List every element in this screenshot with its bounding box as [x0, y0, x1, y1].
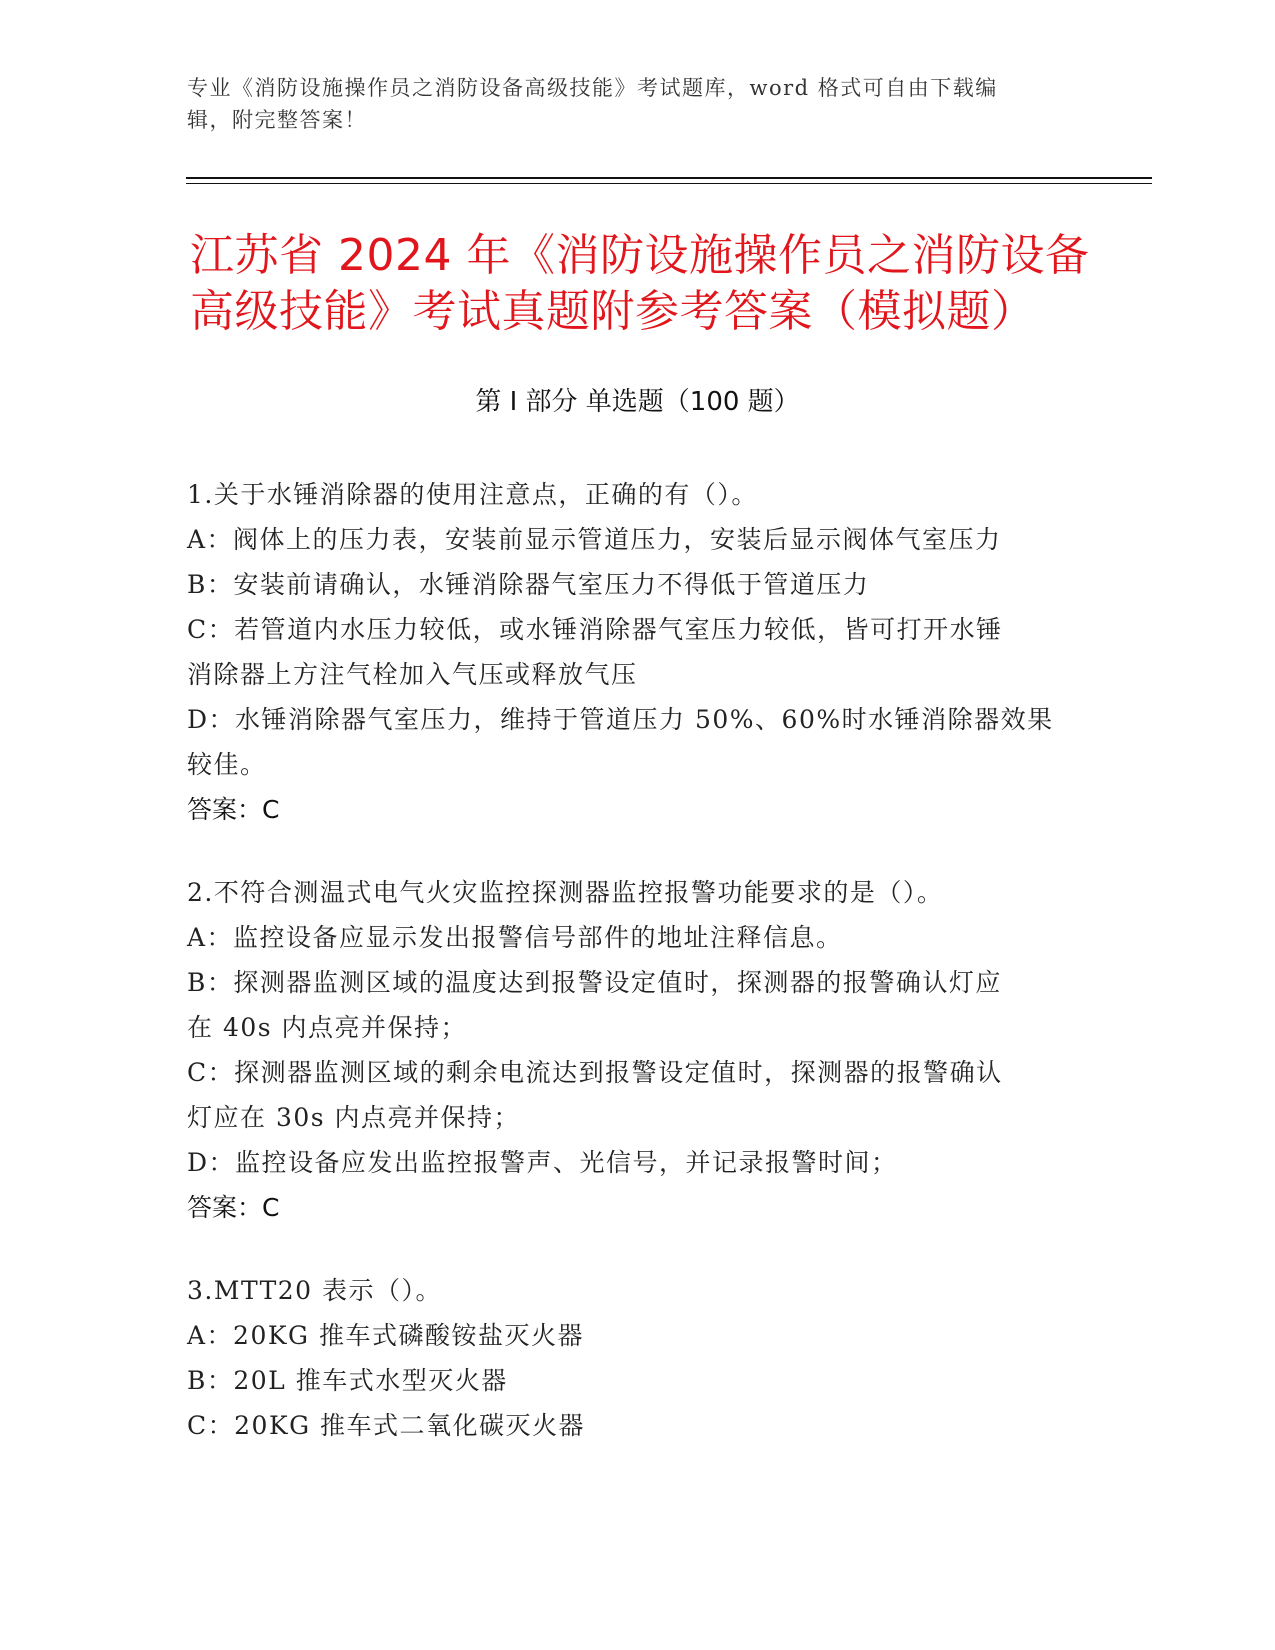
header-note: [187, 72, 1067, 136]
option-c-continued: 灯应在 30s 内点亮并保持；: [187, 1103, 521, 1132]
header-rule-thin: [186, 183, 1152, 184]
question-2: [187, 870, 1087, 1230]
option-c-continued: 消除器上方注气栓加入气压或释放气压: [187, 660, 638, 689]
header-note-line-2: 辑，附完整答案！: [187, 108, 367, 132]
option-b: B：安装前请确认，水锤消除器气室压力不得低于管道压力: [187, 570, 870, 599]
option-b: B：探测器监测区域的温度达到报警设定值时，探测器的报警确认灯应: [187, 968, 1002, 997]
option-d: D：监控设备应发出监控报警声、光信号，并记录报警时间；: [187, 1148, 898, 1177]
document-title: [190, 228, 1090, 340]
option-c: C：若管道内水压力较低，或水锤消除器气室压力较低，皆可打开水锤: [187, 615, 1003, 644]
option-a: A：20KG 推车式磷酸铵盐灭火器: [187, 1321, 584, 1350]
option-a: A：阀体上的压力表，安装前显示管道压力，安装后显示阀体气室压力: [187, 525, 1002, 554]
section-title: 第 I 部分 单选题（100 题）: [475, 387, 800, 417]
answer: 答案：C: [187, 1193, 280, 1222]
option-d-continued: 较佳。: [187, 750, 267, 779]
question-stem: 3.MTT20 表示（）。: [187, 1276, 443, 1305]
option-b-continued: 在 40s 内点亮并保持；: [187, 1013, 468, 1042]
question-stem: 2.不符合测温式电气火灾监控探测器监控报警功能要求的是（）。: [187, 878, 944, 907]
header-rule-thick: [186, 177, 1152, 179]
option-b: B：20L 推车式水型灭火器: [187, 1366, 508, 1395]
answer: 答案：C: [187, 795, 280, 824]
question-stem: 1.关于水锤消除器的使用注意点，正确的有（）。: [187, 480, 758, 509]
question-1: [187, 472, 1087, 832]
option-c: C：探测器监测区域的剩余电流达到报警设定值时，探测器的报警确认: [187, 1058, 1003, 1087]
option-d: D：水锤消除器气室压力，维持于管道压力 50%、60%时水锤消除器效果: [187, 705, 1054, 734]
question-list: [187, 472, 1087, 1486]
document-title-line-1: 江苏省 2024 年《消防设施操作员之消防设备: [190, 230, 1090, 281]
option-a: A：监控设备应显示发出报警信号部件的地址注释信息。: [187, 923, 843, 952]
document-title-line-2: 高级技能》考试真题附参考答案（模拟题）: [190, 286, 1036, 337]
option-c: C：20KG 推车式二氧化碳灭火器: [187, 1411, 586, 1440]
header-note-line-1: 专业《消防设施操作员之消防设备高级技能》考试题库，word 格式可自由下载编: [187, 76, 998, 100]
question-3: [187, 1268, 1087, 1448]
